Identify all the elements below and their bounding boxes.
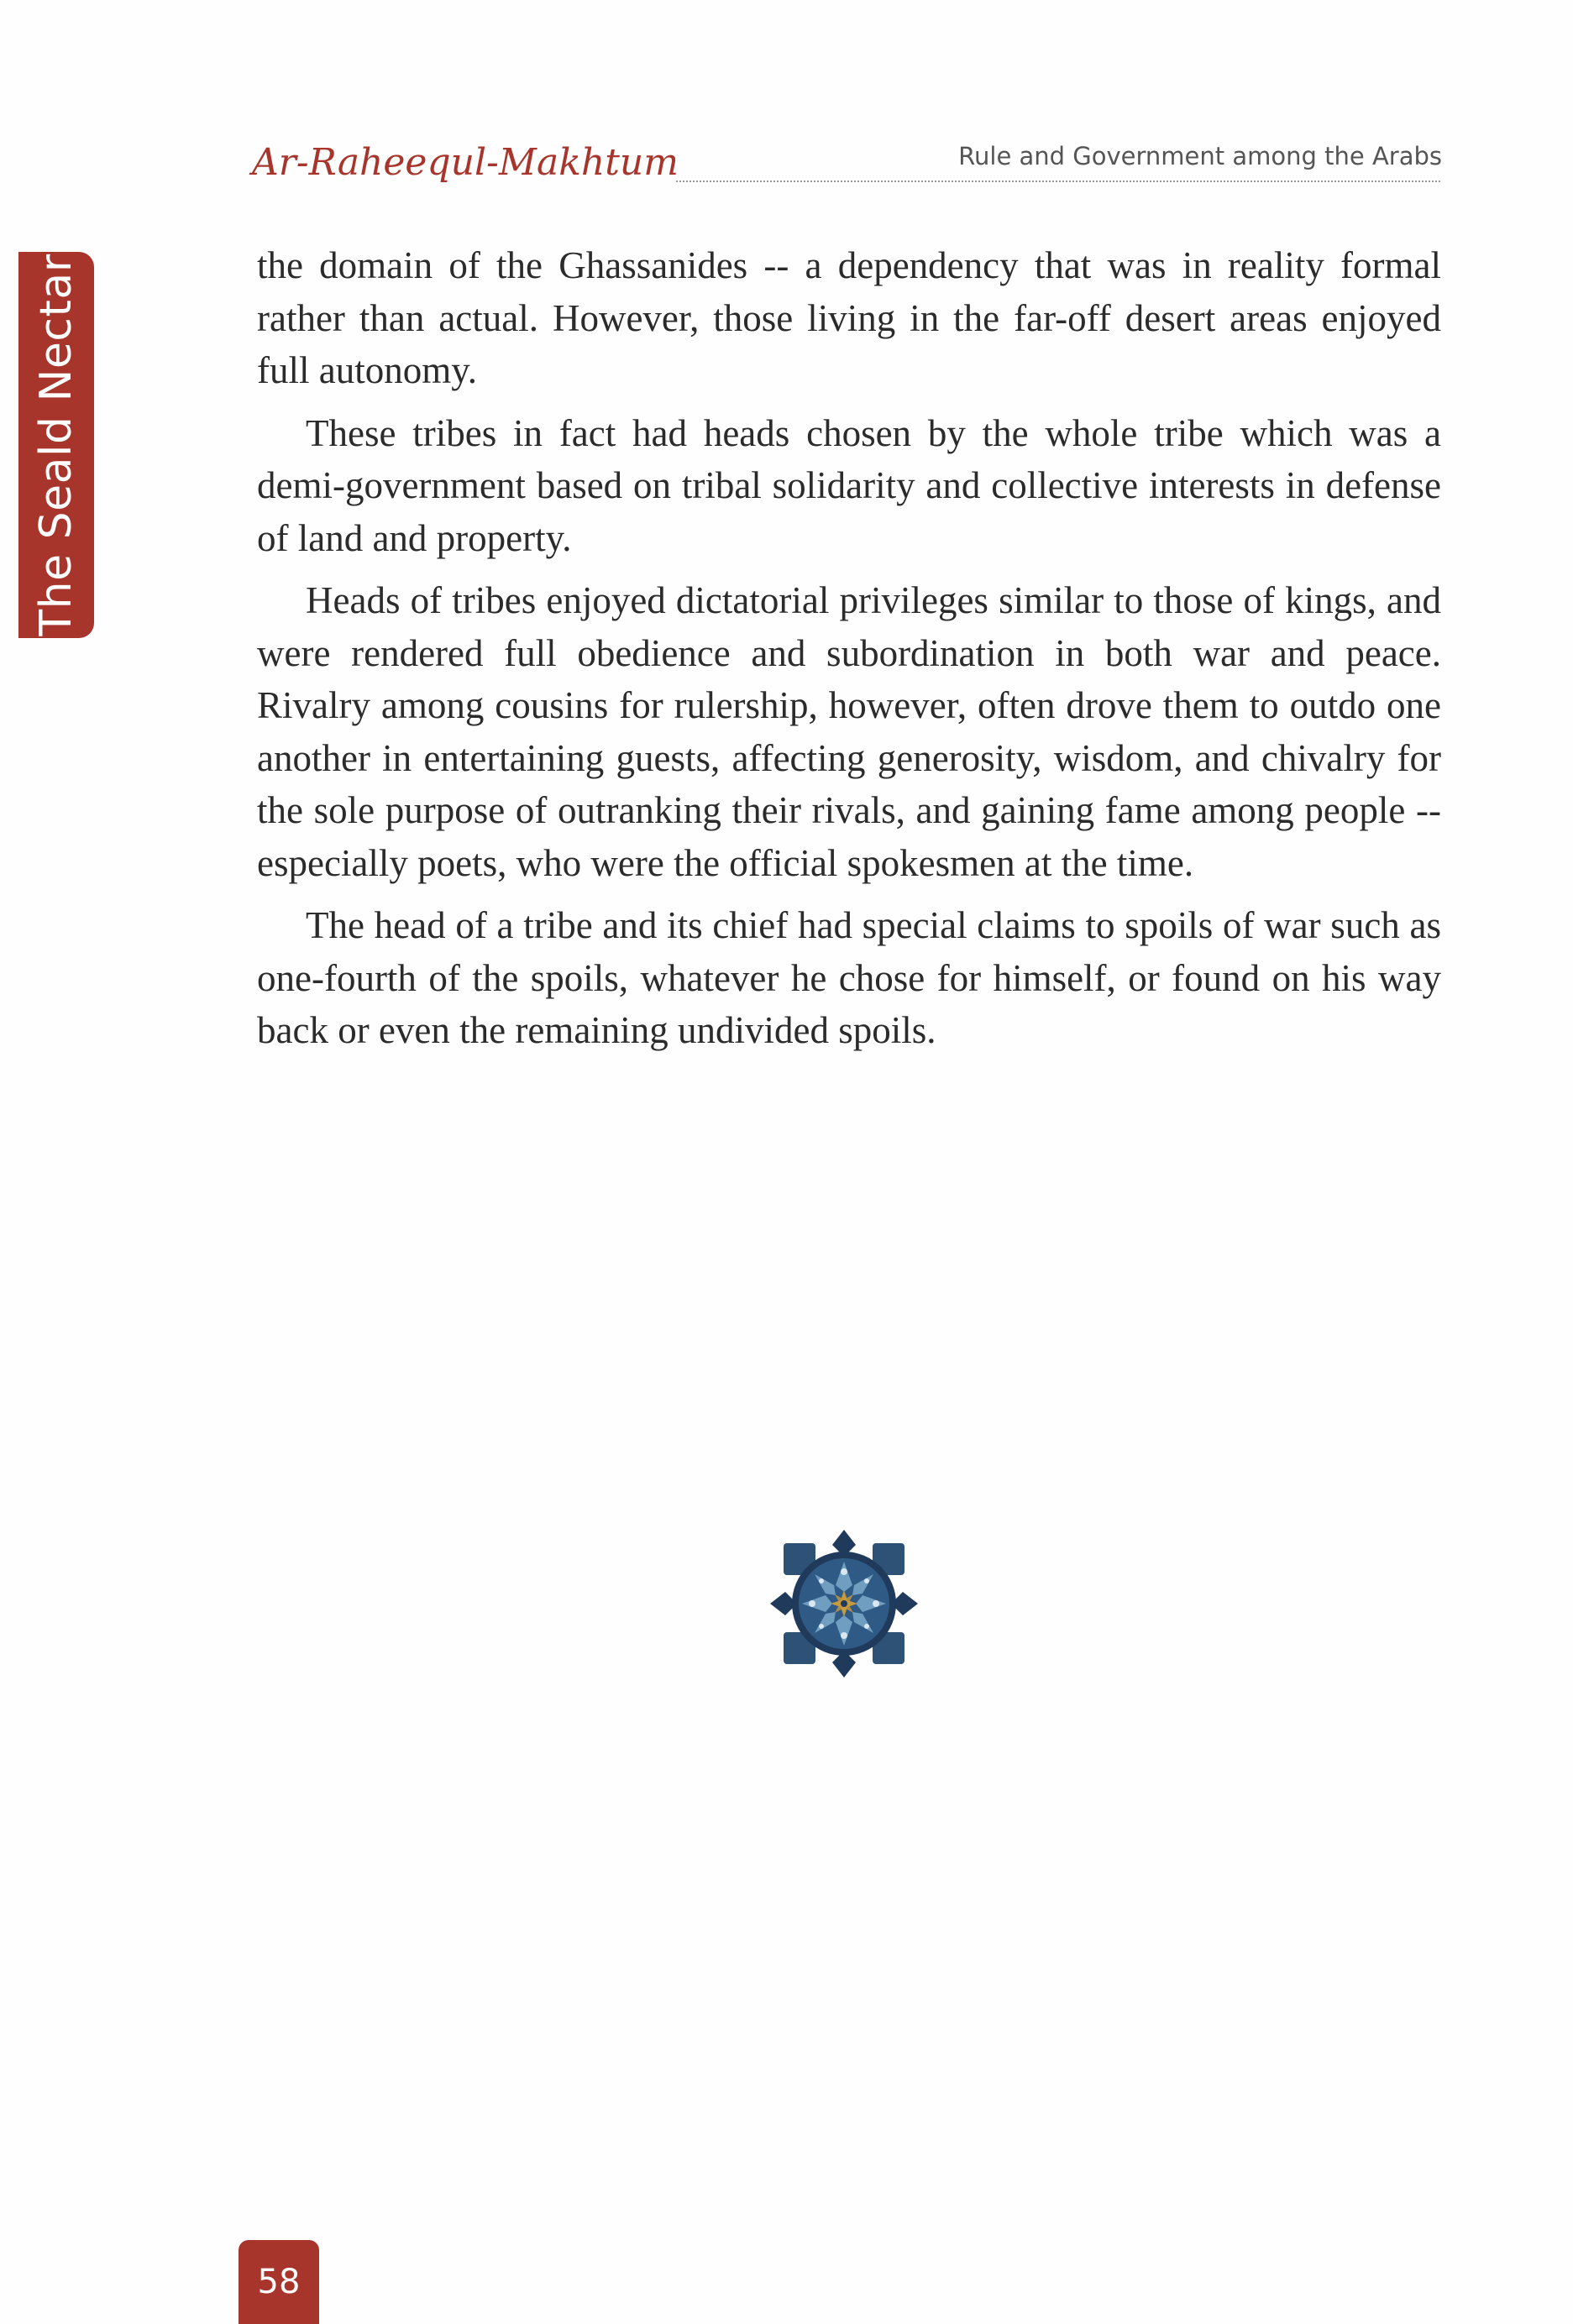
- paragraph: These tribes in fact had heads chosen by the whole tribe which was a demi-government based on tribal solidarity and collective interests in defense of land and property.: [257, 411, 1441, 559]
- paragraph: The head of a tribe and its chief had special claims to spoils of war such as one-fourth of the spoils, whatever he chose for himself, or found on his way back or even the remaining undivided spoils.: [257, 904, 1441, 1051]
- page-number: 58: [239, 2240, 319, 2324]
- side-tab: [18, 252, 94, 638]
- body-text: [257, 239, 1441, 1067]
- header-divider: [676, 181, 1440, 182]
- paragraph: the domain of the Ghassanides -- a dependency that was in reality formal rather than actual. However, those living in the far-off desert areas enjoyed full autonomy.: [257, 244, 1441, 391]
- paragraph: Heads of tribes enjoyed dictatorial privileges similar to those of kings, and were rendered full obedience and subordination in both war and peace. Rivalry among cousins for rulership, however, often drove them to outdo one another in entertaining guests, affecting generosity, wisdom, and chivalry for the sole purpose of outranking their rivals, and gaining fame among people -- especially poets, who were the official spokesmen at the time.: [257, 579, 1441, 884]
- chapter-title: Rule and Government among the Arabs: [958, 142, 1442, 170]
- rosette-ornament-icon: [768, 1528, 920, 1679]
- book-title: Ar-Raheequl-Makhtum: [252, 141, 679, 184]
- side-tab-label: The Seald Nectar: [31, 254, 81, 636]
